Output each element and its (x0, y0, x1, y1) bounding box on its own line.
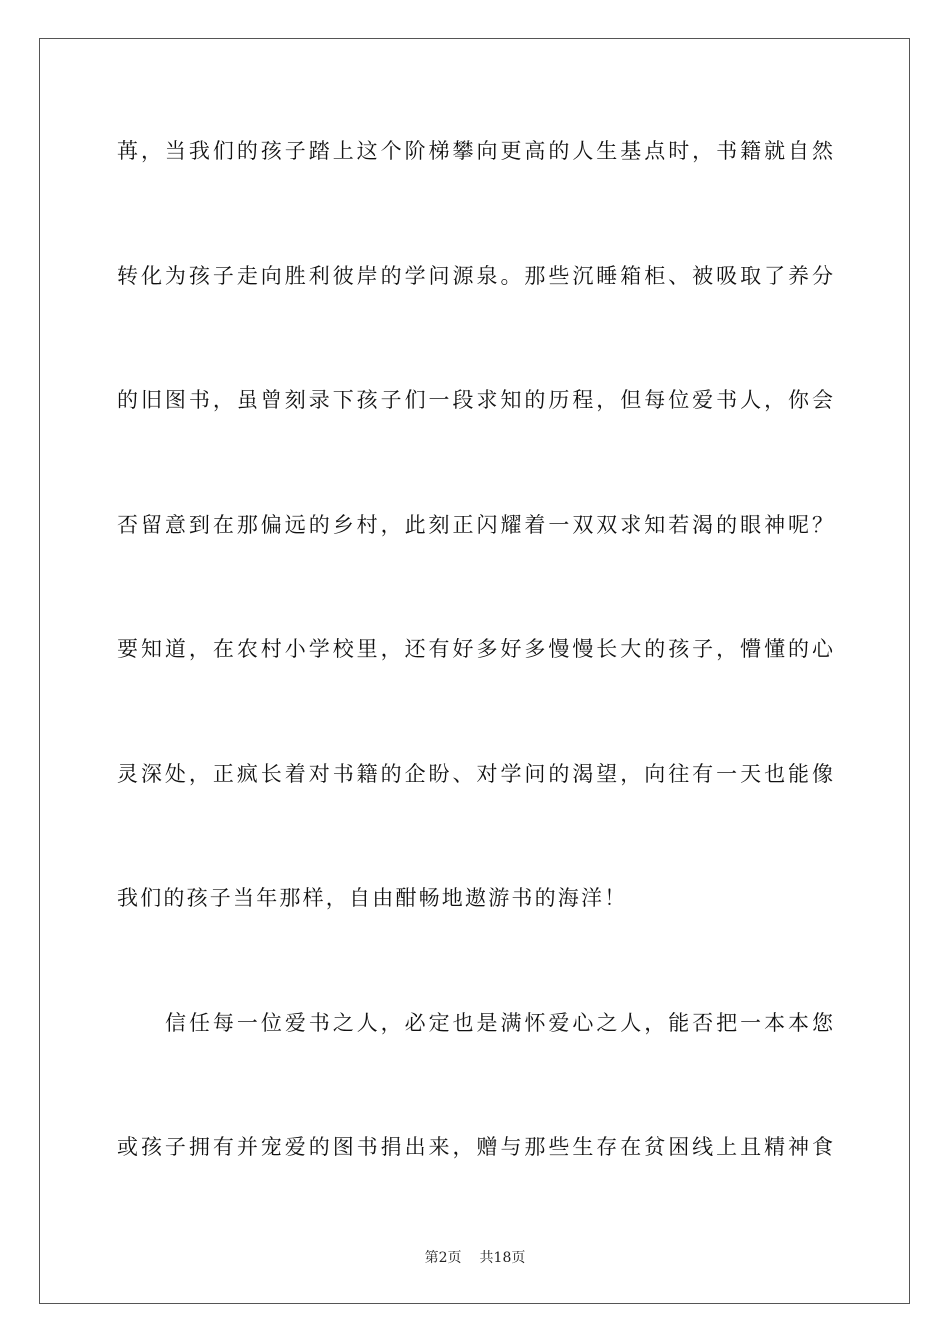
body-text-line: 信任每一位爱书之人，必定也是满怀爱心之人，能否把一本本您 (165, 1011, 833, 1035)
page-total: 共18页 (479, 1250, 526, 1266)
page-footer (0, 1248, 950, 1268)
body-text-line: 苒，当我们的孩子踏上这个阶梯攀向更高的人生基点时，书籍就自然 (117, 139, 833, 163)
body-text-line: 否留意到在那偏远的乡村，此刻正闪耀着一双双求知若渴的眼神呢？ (117, 513, 833, 537)
body-text-line: 的旧图书，虽曾刻录下孩子们一段求知的历程，但每位爱书人，你会 (117, 388, 833, 412)
body-text-line: 要知道，在农村小学校里，还有好多好多慢慢长大的孩子，懵懂的心 (117, 637, 833, 661)
body-text-line: 转化为孩子走向胜利彼岸的学问源泉。那些沉睡箱柜、被吸取了养分 (117, 264, 833, 288)
page-number: 第2页 (424, 1250, 462, 1266)
page-border (39, 38, 910, 1304)
body-text-line: 灵深处，正疯长着对书籍的企盼、对学问的渴望，向往有一天也能像 (117, 762, 833, 786)
body-text-line: 或孩子拥有并宠爱的图书捐出来，赠与那些生存在贫困线上且精神食 (117, 1135, 833, 1159)
body-text-line: 我们的孩子当年那样，自由酣畅地遨游书的海洋！ (117, 886, 628, 910)
